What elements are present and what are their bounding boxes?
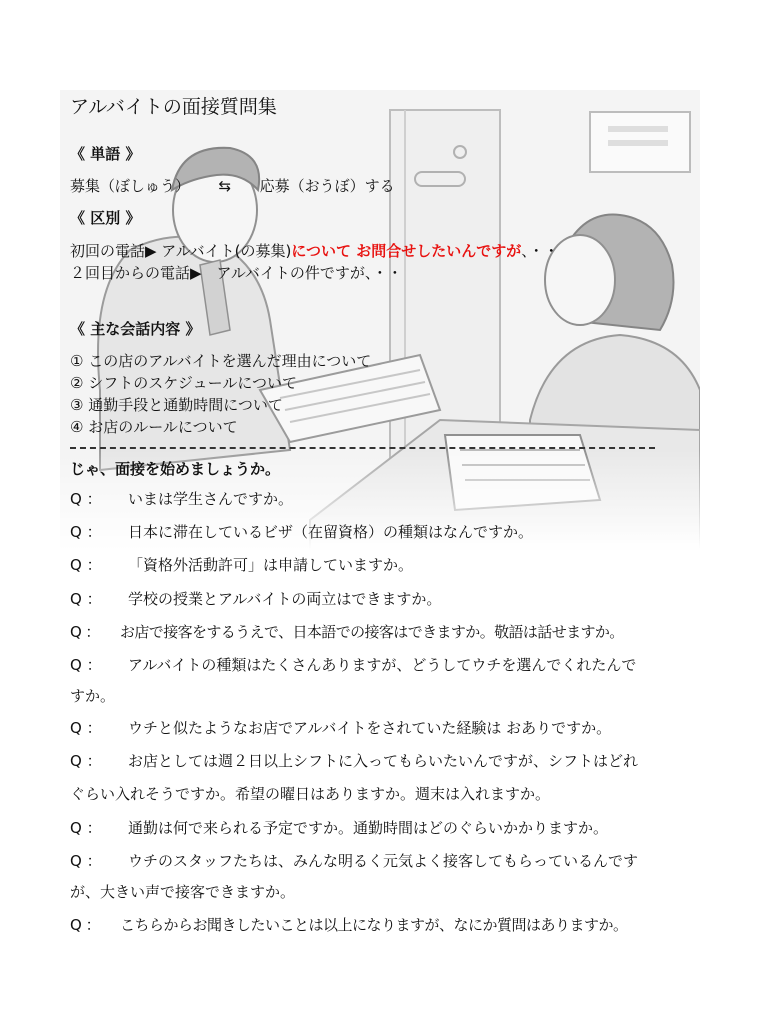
first-call-prefix: 初回の電話▶ アルバイト(の募集) xyxy=(70,242,292,260)
question-row xyxy=(70,623,624,641)
question-row xyxy=(70,752,638,770)
interview-heading: じゃ、面接を始めましょうか。 xyxy=(70,460,281,478)
question-continuation: すか。 xyxy=(70,687,116,705)
page-title: アルバイトの面接質問集 xyxy=(70,96,277,118)
question-text: いまは学生さんですか。 xyxy=(128,490,294,508)
question-label: Q ： xyxy=(70,916,101,934)
question-text: ウチのスタッフたちは、みんな明るく元気よく接客してもらっているんです xyxy=(128,852,639,870)
question-row xyxy=(70,556,413,574)
vocab-heading: 《 単語 》 xyxy=(70,145,141,163)
question-label: Q ： xyxy=(70,523,102,541)
question-text: ウチと似たようなお店でアルバイトをされていた経験は おありですか。 xyxy=(128,719,612,737)
swap-arrow-icon: ⇆ xyxy=(218,177,232,195)
question-label: Q ： xyxy=(70,490,102,508)
vocab-word-boshuu: 募集（ぼしゅう） xyxy=(70,177,191,195)
question-row xyxy=(70,852,638,870)
question-text: 日本に滞在しているビザ（在留資格）の種類はなんですか。 xyxy=(128,523,534,541)
first-call-suffix: 、・・ xyxy=(521,242,559,260)
question-label: Q ： xyxy=(70,623,100,641)
question-continuation: ぐらい入れそうですか。希望の曜日はありますか。週末は入れますか。 xyxy=(70,785,551,803)
question-text: こちらからお聞きしたいことは以上になりますが、なにか質問はありますか。 xyxy=(120,916,628,934)
question-label: Q ： xyxy=(70,819,102,837)
topics-heading: 《 主な会話内容 》 xyxy=(70,320,201,338)
topic-item: ③ 通勤手段と通勤時間について xyxy=(70,396,283,414)
topic-item: ④ お店のルールについて xyxy=(70,418,238,436)
vocab-line xyxy=(70,177,395,195)
question-label: Q ： xyxy=(70,590,102,608)
question-row xyxy=(70,590,441,608)
question-row xyxy=(70,819,608,837)
second-call-line: ２回目からの電話▶ アルバイトの件ですが、・・ xyxy=(70,264,403,282)
question-row xyxy=(70,916,628,934)
question-row xyxy=(70,656,636,674)
question-label: Q ： xyxy=(70,852,102,870)
question-text: 通勤は何で来られる予定ですか。通勤時間はどのぐらいかかりますか。 xyxy=(128,819,609,837)
topic-item: ② シフトのスケジュールについて xyxy=(70,374,298,392)
question-label: Q ： xyxy=(70,719,102,737)
question-text: お店で接客をするうえで、日本語での接客はできますか。敬語は話せますか。 xyxy=(120,623,624,641)
vocab-word-oubo: 応募（おうぼ）する xyxy=(259,177,395,195)
distinction-heading: 《 区別 》 xyxy=(70,209,141,227)
question-row xyxy=(70,490,293,508)
first-call-highlight: について お問合せしたいんですが xyxy=(291,242,522,260)
question-text: 学校の授業とアルバイトの両立はできますか。 xyxy=(128,590,442,608)
dashed-divider xyxy=(70,447,655,449)
question-label: Q ： xyxy=(70,556,102,574)
question-text: アルバイトの種類はたくさんありますが、どうしてウチを選んでくれたんで xyxy=(128,656,637,674)
question-text: 「資格外活動許可」は申請していますか。 xyxy=(128,556,414,574)
first-call-line xyxy=(70,242,559,260)
question-row xyxy=(70,523,533,541)
question-label: Q ： xyxy=(70,752,102,770)
question-text: お店としては週２日以上シフトに入ってもらいたいんですが、シフトはどれ xyxy=(128,752,639,770)
question-continuation: が、大きい声で接客できますか。 xyxy=(70,883,296,901)
question-row xyxy=(70,719,611,737)
topic-item: ① この店のアルバイトを選んだ理由について xyxy=(70,352,372,370)
question-label: Q ： xyxy=(70,656,102,674)
